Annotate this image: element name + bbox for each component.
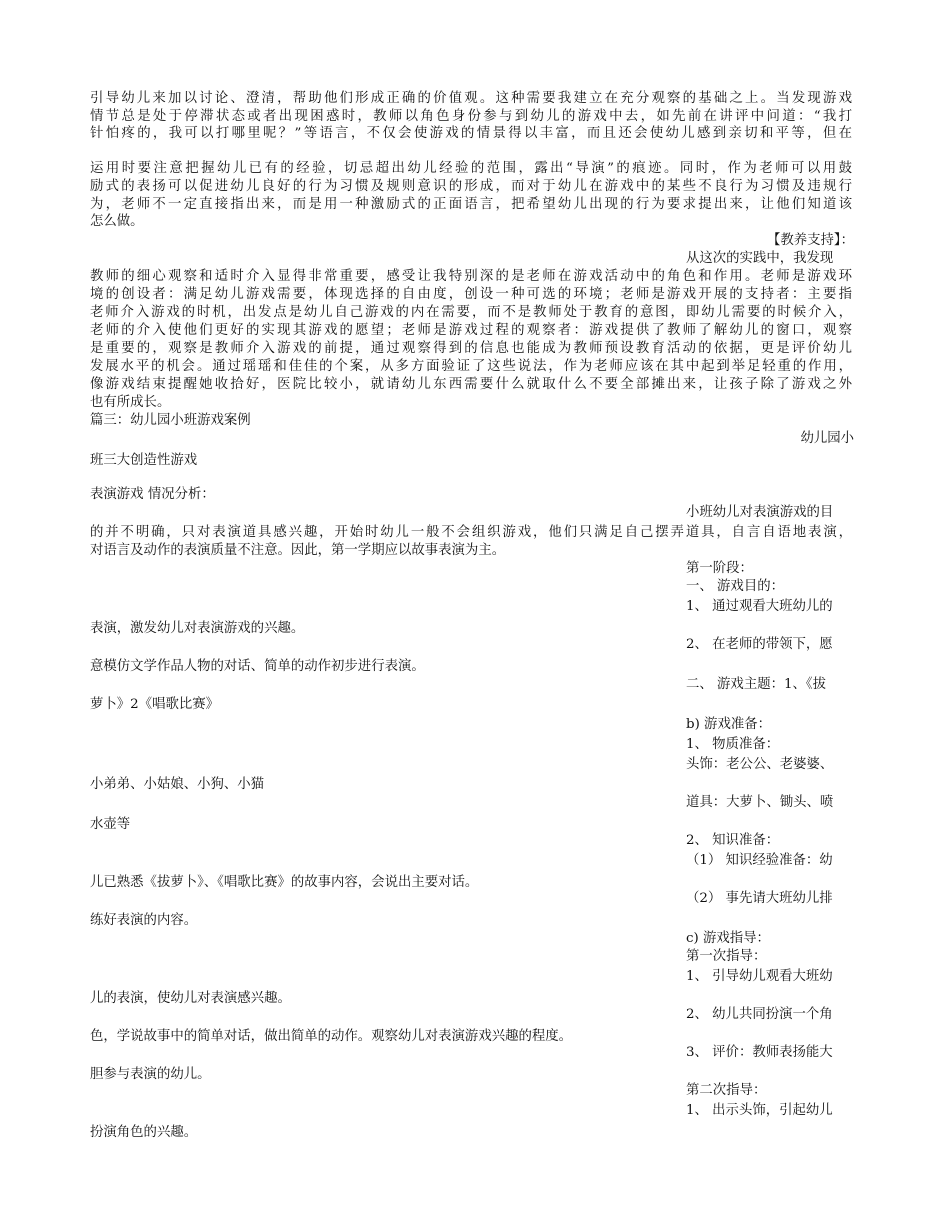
text-line: 怎么做。: [90, 214, 144, 229]
text-line: 引导幼儿来加以讨论、澄清，帮助他们形成正确的价值观。这种需要我建立在充分观察的基础之上。当发现游戏: [90, 91, 852, 106]
text-line: 发展水平的机会。通过瑶瑶和佳佳的个案，从多方面验证了这些说法，作为老师应该在其中起到举足轻重的作用，: [90, 359, 852, 374]
text-line: 萝卜》2《唱歌比赛》: [90, 697, 220, 712]
text-line: 班三大创造性游戏: [90, 453, 198, 468]
text-line: （2） 事先请大班幼儿排: [686, 891, 833, 906]
text-line: 1、 引导幼儿观看大班幼: [686, 969, 833, 984]
text-line: 小弟弟、小姑娘、小狗、小猫: [90, 777, 265, 792]
text-line: b) 游戏准备：: [686, 717, 772, 732]
text-line: 色，学说故事中的简单对话，做出简单的动作。观察幼儿对表演游戏兴趣的程度。: [90, 1029, 573, 1044]
text-line: 1、 出示头饰，引起幼儿: [686, 1103, 833, 1118]
text-line: 从这次的实践中，我发现: [686, 251, 834, 266]
text-line: 儿的表演，使幼儿对表演感兴趣。: [90, 991, 291, 1006]
text-line: 胆参与表演的幼儿。: [90, 1067, 211, 1082]
text-line: 境的创设者：满足幼儿游戏需要，体现选择的自由度，创设一种可选的环境；老师是游戏开展的支持者：主要指: [90, 287, 852, 302]
text-line: 的并不明确，只对表演道具感兴趣，开始时幼儿一般不会组织游戏，他们只满足自己摆弄道具，自言自语地表演，: [90, 525, 852, 540]
text-line: 情节总是处于停滞状态或者出现困惑时，教师以角色身份参与到幼儿的游戏中去，如先前在讲评中问道：“我打: [90, 109, 852, 124]
text-line: 儿已熟悉《拔萝卜》、《唱歌比赛》的故事内容，会说出主要对话。: [90, 875, 479, 890]
text-line: 励式的表扬可以促进幼儿良好的行为习惯及规则意识的形成，而对于幼儿在游戏中的某些不良行为习惯及违规行: [90, 179, 852, 194]
text-line: 第一阶段：: [686, 561, 753, 576]
text-line: 老师的介入使他们更好的实现其游戏的愿望；老师是游戏过程的观察者：游戏提供了教师了解幼儿的窗口，观察: [90, 323, 852, 338]
text-line: 扮演角色的兴趣。: [90, 1125, 198, 1140]
text-line: 对语言及动作的表演质量不注意。因此，第一学期应以故事表演为主。: [90, 543, 506, 558]
text-line: 1、 物质准备：: [686, 737, 780, 752]
text-line: 老师介入游戏的时机，出发点是幼儿自己游戏的内在需要，而不是教师处于教育的意图，即幼儿需要的时候介入，: [90, 305, 852, 320]
text-line: 一、 游戏目的：: [686, 579, 784, 594]
text-line: 2、 幼儿共同扮演一个角: [686, 1007, 833, 1022]
text-line: 2、 知识准备：: [686, 833, 780, 848]
text-line: 也有所成长。: [90, 395, 171, 410]
text-line: 为，老师不一定直接指出来，而是用一种激励式的正面语言，把希望幼儿出现的行为要求提出来，让他们知道该: [90, 197, 852, 212]
text-line: 是重要的，观察是教师介入游戏的前提，通过观察得到的信息也能成为教师预设教育活动的依据，更是评价幼儿: [90, 341, 852, 356]
text-line: 小班幼儿对表演游戏的目: [686, 505, 834, 520]
text-line: 像游戏结束提醒她收拾好，医院比较小，就请幼儿东西需要什么就取什么不要全部摊出来，让孩子除了游戏之外: [90, 377, 852, 392]
text-line: 2、 在老师的带领下，愿: [686, 637, 833, 652]
text-line: 头饰：老公公、老婆婆、: [686, 757, 834, 772]
text-line: （1） 知识经验准备：幼: [686, 853, 833, 868]
text-line: 1、 通过观看大班幼儿的: [686, 599, 833, 614]
text-line: 练好表演的内容。: [90, 913, 198, 928]
text-line: 幼儿园小: [800, 431, 854, 446]
text-line: 二、 游戏主题：1、《拔: [686, 677, 826, 692]
text-line: c) 游戏指导：: [686, 931, 770, 946]
text-line: 第二次指导：: [686, 1083, 767, 1098]
article-title: 篇三：幼儿园小班游戏案例: [90, 413, 251, 428]
section-heading: 【教养支持】：: [766, 233, 854, 248]
text-line: 表演，激发幼儿对表演游戏的兴趣。: [90, 621, 305, 636]
text-line: 意模仿文学作品人物的对话、简单的动作初步进行表演。: [90, 659, 425, 674]
text-line: 表演游戏 情况分析：: [90, 487, 215, 502]
text-line: 运用时要注意把握幼儿已有的经验，切忌超出幼儿经验的范围，露出“导演”的痕迹。同时，作为老师可以用鼓: [90, 161, 852, 176]
text-line: 教师的细心观察和适时介入显得非常重要，感受让我特别深的是老师在游戏活动中的角色和作用。老师是游戏环: [90, 269, 852, 284]
text-line: 3、 评价：教师表扬能大: [686, 1045, 833, 1060]
text-line: 针怕疼的，我可以打哪里呢？”等语言，不仅会使游戏的情景得以丰富，而且还会使幼儿感到亲切和平等，但在: [90, 126, 852, 141]
text-line: 道具：大萝卜、锄头、喷: [686, 795, 834, 810]
text-line: 水壶等: [90, 817, 131, 832]
text-line: 第一次指导：: [686, 949, 767, 964]
